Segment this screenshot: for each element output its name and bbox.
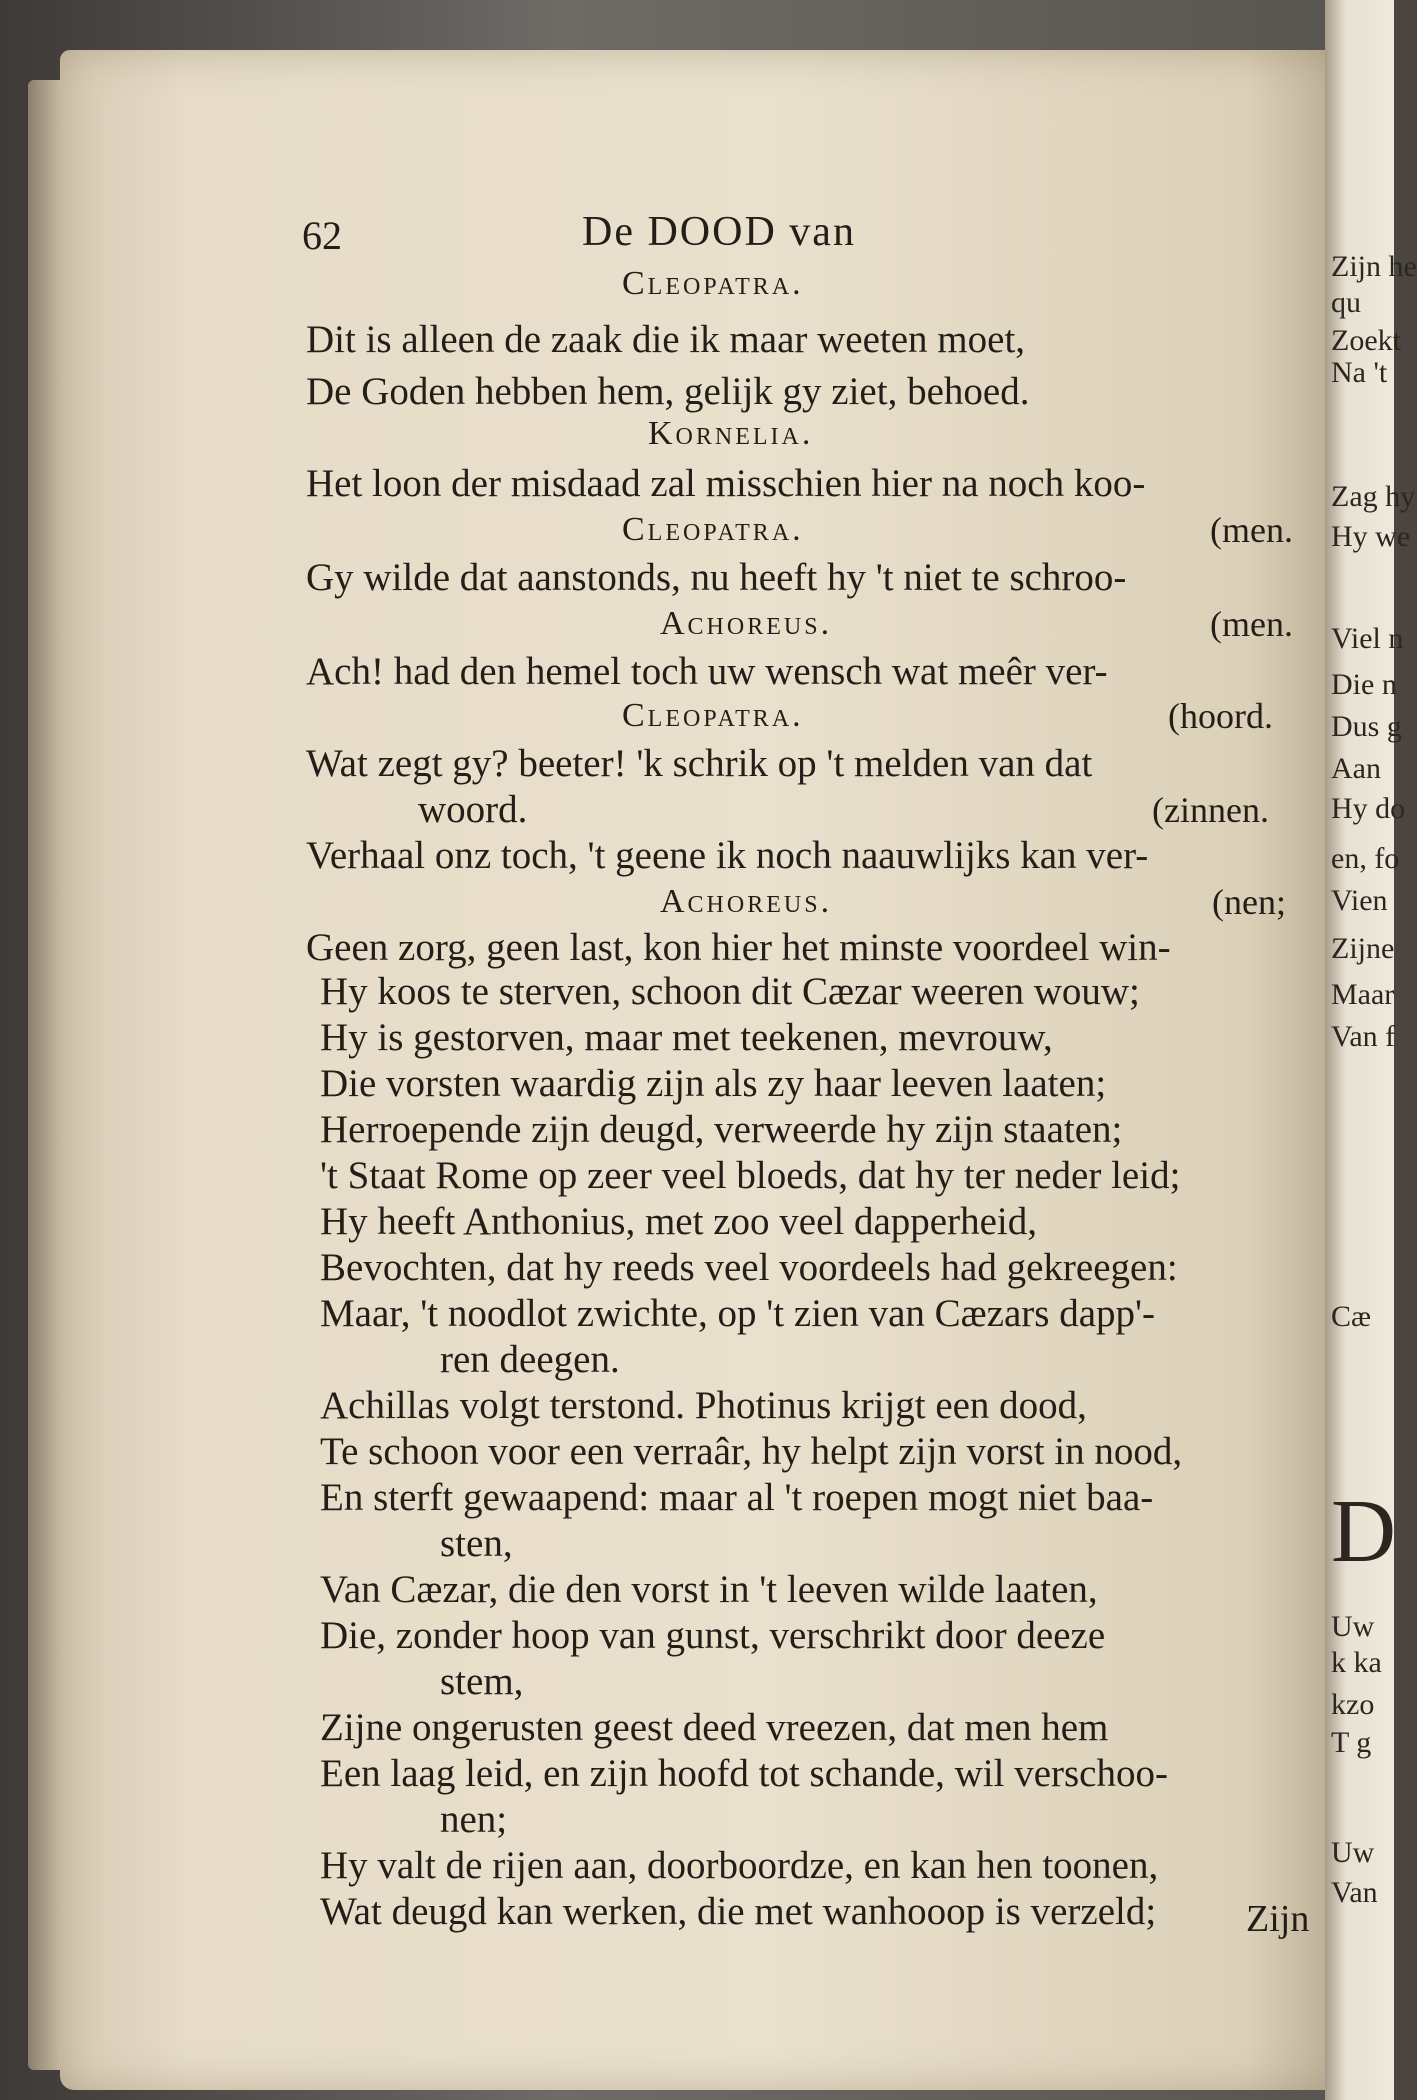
speaker-name: Kornelia. <box>648 415 814 452</box>
verse-line: Te schoon voor een verraâr, hy helpt zijn vorst in nood, <box>320 1430 1183 1473</box>
facing-page-fragment: Vien <box>1331 884 1388 917</box>
facing-page-fragment: Na 't <box>1331 356 1388 389</box>
verse-line: Hy koos te sterven, schoon dit Cæzar weeren wouw; <box>320 970 1140 1013</box>
verse-line: Zijne ongerusten geest deed vreezen, dat men hem <box>320 1706 1109 1749</box>
facing-page-fragment: Zijne <box>1331 932 1395 965</box>
verse-line: Wat deugd kan werken, die met wanhooop is verzeld; <box>320 1890 1157 1933</box>
verse-line: Hy valt de rijen aan, doorboordze, en kan hen toonen, <box>320 1844 1159 1887</box>
verse-line: Het loon der misdaad zal misschien hier na noch koo- <box>306 462 1146 505</box>
verse-line: 't Staat Rome op zeer veel bloeds, dat hy ter neder leid; <box>320 1154 1181 1197</box>
verse-line: Die vorsten waardig zijn als zy haar leeven laaten; <box>320 1062 1107 1105</box>
verse-line: Bevochten, dat hy reeds veel voordeels had gekreegen: <box>320 1246 1178 1289</box>
facing-page-fragment: Zijn he <box>1331 250 1417 283</box>
verse-line: Achillas volgt terstond. Photinus krijgt een dood, <box>320 1384 1087 1427</box>
verse-line: Die, zonder hoop van gunst, verschrikt door deeze <box>320 1614 1106 1657</box>
turnover-note: (hoord. <box>1168 696 1273 736</box>
verse-line: nen; <box>440 1798 508 1841</box>
turnover-note: (nen; <box>1212 882 1286 922</box>
verse-line: woord. <box>418 788 528 831</box>
verse-line: Dit is alleen de zaak die ik maar weeten moet, <box>306 318 1026 361</box>
facing-page-fragment: Cæ <box>1331 1300 1372 1333</box>
facing-page-fragment: kzo <box>1331 1688 1375 1721</box>
verse-line: En sterft gewaapend: maar al 't roepen mogt niet baa- <box>320 1476 1154 1519</box>
facing-page-fragment: D <box>1331 1482 1396 1581</box>
page-number: 62 <box>302 213 342 258</box>
turnover-note: (men. <box>1210 510 1293 550</box>
catchword: Zijn <box>1246 1898 1310 1940</box>
facing-page-fragment: Viel n <box>1331 622 1404 655</box>
verse-line: Hy heeft Anthonius, met zoo veel dapperheid, <box>320 1200 1037 1243</box>
verse-line: Wat zegt gy? beeter! 'k schrik op 't melden van dat <box>306 742 1093 785</box>
facing-page-fragment: Maar <box>1331 978 1395 1011</box>
facing-page-fragment: en, fo <box>1331 842 1400 875</box>
speaker-name: Cleopatra. <box>622 697 804 734</box>
turnover-note: (men. <box>1210 604 1293 644</box>
running-head: De DOOD van <box>582 209 856 255</box>
verse-line: Gy wilde dat aanstonds, nu heeft hy 't niet te schroo- <box>306 556 1127 599</box>
facing-page-fragment: Die n <box>1331 668 1397 701</box>
facing-page-fragment: Hy do <box>1331 792 1406 825</box>
facing-page-fragment: Uw <box>1331 1610 1375 1643</box>
facing-page-fragment: Hy we <box>1331 520 1411 553</box>
facing-page-fragment: Uw <box>1331 1836 1375 1869</box>
verse-line: Ach! had den hemel toch uw wensch wat meêr ver- <box>306 650 1108 693</box>
verse-line: Maar, 't noodlot zwichte, op 't zien van Cæzars dapp'- <box>320 1292 1156 1335</box>
facing-page-fragment: Zoekt <box>1331 324 1401 357</box>
facing-page-fragment: qu <box>1331 286 1361 319</box>
speaker-name: Cleopatra. <box>622 265 804 302</box>
facing-page-fragment: Dus g <box>1331 710 1402 743</box>
facing-page-fragment: Zag hy <box>1331 480 1416 513</box>
verse-line: Herroepende zijn deugd, verweerde hy zijn staaten; <box>320 1108 1123 1151</box>
verse-line: Verhaal onz toch, 't geene ik noch naauwlijks kan ver- <box>306 834 1149 877</box>
facing-page-fragment: Van <box>1331 1876 1378 1909</box>
verse-line: Geen zorg, geen last, kon hier het minste voordeel win- <box>306 926 1171 969</box>
turnover-note: (zinnen. <box>1152 790 1269 830</box>
facing-page-fragment: T g <box>1331 1726 1372 1759</box>
speaker-name: Cleopatra. <box>622 511 804 548</box>
facing-page-fragment: Van f <box>1331 1020 1396 1053</box>
verse-line: Hy is gestorven, maar met teekenen, mevrouw, <box>320 1016 1053 1059</box>
verse-line: sten, <box>440 1522 513 1565</box>
verse-line: ren deegen. <box>440 1338 620 1381</box>
verse-line: De Goden hebben hem, gelijk gy ziet, behoed. <box>306 370 1030 413</box>
verse-line: Van Cæzar, die den vorst in 't leeven wilde laaten, <box>320 1568 1098 1611</box>
speaker-name: Achoreus. <box>660 605 833 642</box>
verse-line: Een laag leid, en zijn hoofd tot schande, wil verschoo- <box>320 1752 1168 1795</box>
speaker-name: Achoreus. <box>660 883 833 920</box>
facing-page-fragment: k ka <box>1331 1646 1382 1679</box>
verse-line: stem, <box>440 1660 524 1703</box>
facing-page-fragment: Aan <box>1331 752 1381 785</box>
